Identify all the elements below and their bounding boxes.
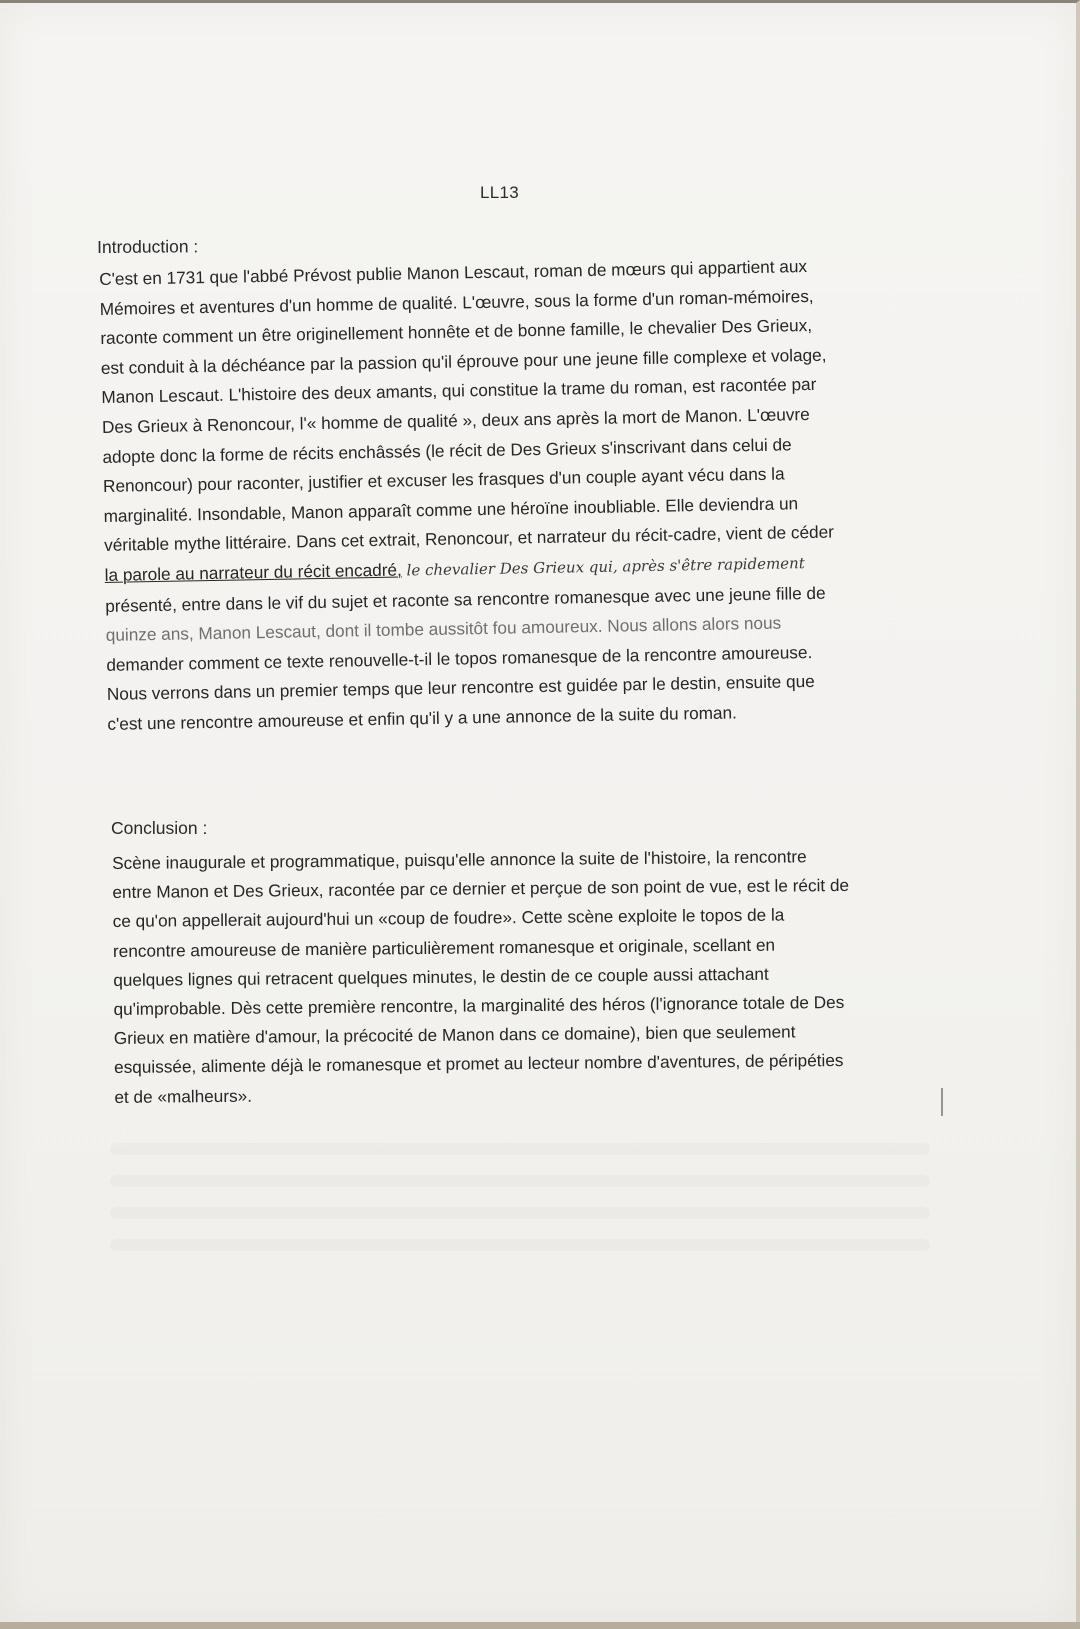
- intro-line: c'est une rencontre amoureuse et enfin qu'il y a une annonce de la suite du roman.: [107, 702, 738, 734]
- intro-line: est conduit à la déchéance par la passion qu'il éprouve pour une jeune fille complexe et volage,: [100, 344, 827, 378]
- intro-line: Des Grieux à Renoncour, l'« homme de qualité », deux ans après la mort de Manon. L'œuvre: [101, 403, 810, 437]
- intro-line: Nous verrons dans un premier temps que leur rencontre est guidée par le destin, ensuite que: [106, 671, 815, 705]
- intro-line: Manon Lescaut. L'histoire des deux amants, qui constitue la trame du roman, est racontée par: [101, 374, 817, 408]
- conclusion-line: Scène inaugurale et programmatique, puisqu'elle annonce la suite de l'histoire, la rencontre: [112, 846, 807, 873]
- intro-line: présenté, entre dans le vif du sujet et raconte sa rencontre romanesque avec une jeune fille de: [105, 582, 826, 616]
- intro-line: véritable mythe littéraire. Dans cet extrait, Renoncour, et narrateur du récit-cadre, vient de céder: [103, 521, 835, 556]
- show-through-text: [110, 1175, 930, 1187]
- conclusion-line: entre Manon et Des Grieux, racontée par ce dernier et perçue de son point de vue, est le récit de: [112, 875, 850, 903]
- paper-edge-mark: [941, 1088, 943, 1116]
- show-through-text: [110, 1239, 930, 1251]
- intro-line: raconte comment un être originellement honnête et de bonne famille, le chevalier Des Grieux,: [100, 315, 813, 349]
- conclusion-paragraph: [112, 841, 924, 1112]
- intro-line: marginalité. Insondable, Manon apparaît comme une héroïne inoubliable. Elle deviendra un: [103, 492, 799, 526]
- show-through-text: [110, 1143, 930, 1155]
- conclusion-line: quelques lignes qui retracent quelques minutes, le destin de ce couple aussi attachant: [113, 963, 769, 990]
- conclusion-line: qu'improbable. Dès cette première rencontre, la marginalité des héros (l'ignorance totale de Des: [113, 991, 845, 1020]
- introduction-paragraph: [99, 251, 898, 740]
- table-surface: [0, 1622, 1080, 1629]
- conclusion-line: et de «malheurs».: [114, 1085, 253, 1107]
- handwritten-annotation: le chevalier Des Grieux qui, après s'être rapidement: [406, 554, 805, 580]
- conclusion-title: Conclusion :: [111, 818, 208, 838]
- conclusion-line: ce qu'on appellerait aujourd'hui un «coup de foudre». Cette scène exploite le topos de la: [112, 904, 785, 932]
- intro-line: adopte donc la forme de récits enchâssés (le récit de Des Grieux s'inscrivant dans celui de: [102, 433, 792, 467]
- conclusion-line: Grieux en matière d'amour, la précocité de Manon dans ce domaine), bien que seulement: [113, 1021, 796, 1049]
- conclusion-line: esquissée, alimente déjà le romanesque et promet au lecteur nombre d'aventures, de péripéties: [114, 1050, 844, 1078]
- intro-line: Renoncour) pour raconter, justifier et excuser les frasques d'un couple ayant vécu dans la: [102, 463, 785, 497]
- intro-line: Mémoires et aventures d'un homme de qualité. L'œuvre, sous la forme d'un roman-mémoires,: [99, 285, 814, 319]
- conclusion-line: rencontre amoureuse de manière particulièrement romanesque et originale, scellant en: [112, 934, 776, 961]
- show-through-text: [110, 1207, 930, 1219]
- intro-line-printed: la parole au narrateur du récit encadré,: [104, 559, 402, 585]
- introduction-title: Introduction :: [97, 236, 199, 257]
- document-header: LL13: [480, 183, 520, 202]
- intro-line: demander comment ce texte renouvelle-t-il le topos romanesque de la rencontre amoureuse.: [106, 641, 813, 675]
- intro-line: C'est en 1731 que l'abbé Prévost publie Manon Lescaut, roman de mœurs qui appartient aux: [99, 256, 808, 289]
- intro-line: quinze ans, Manon Lescaut, dont il tombe aussitôt fou amoureux. Nous allons alors nous: [105, 612, 782, 646]
